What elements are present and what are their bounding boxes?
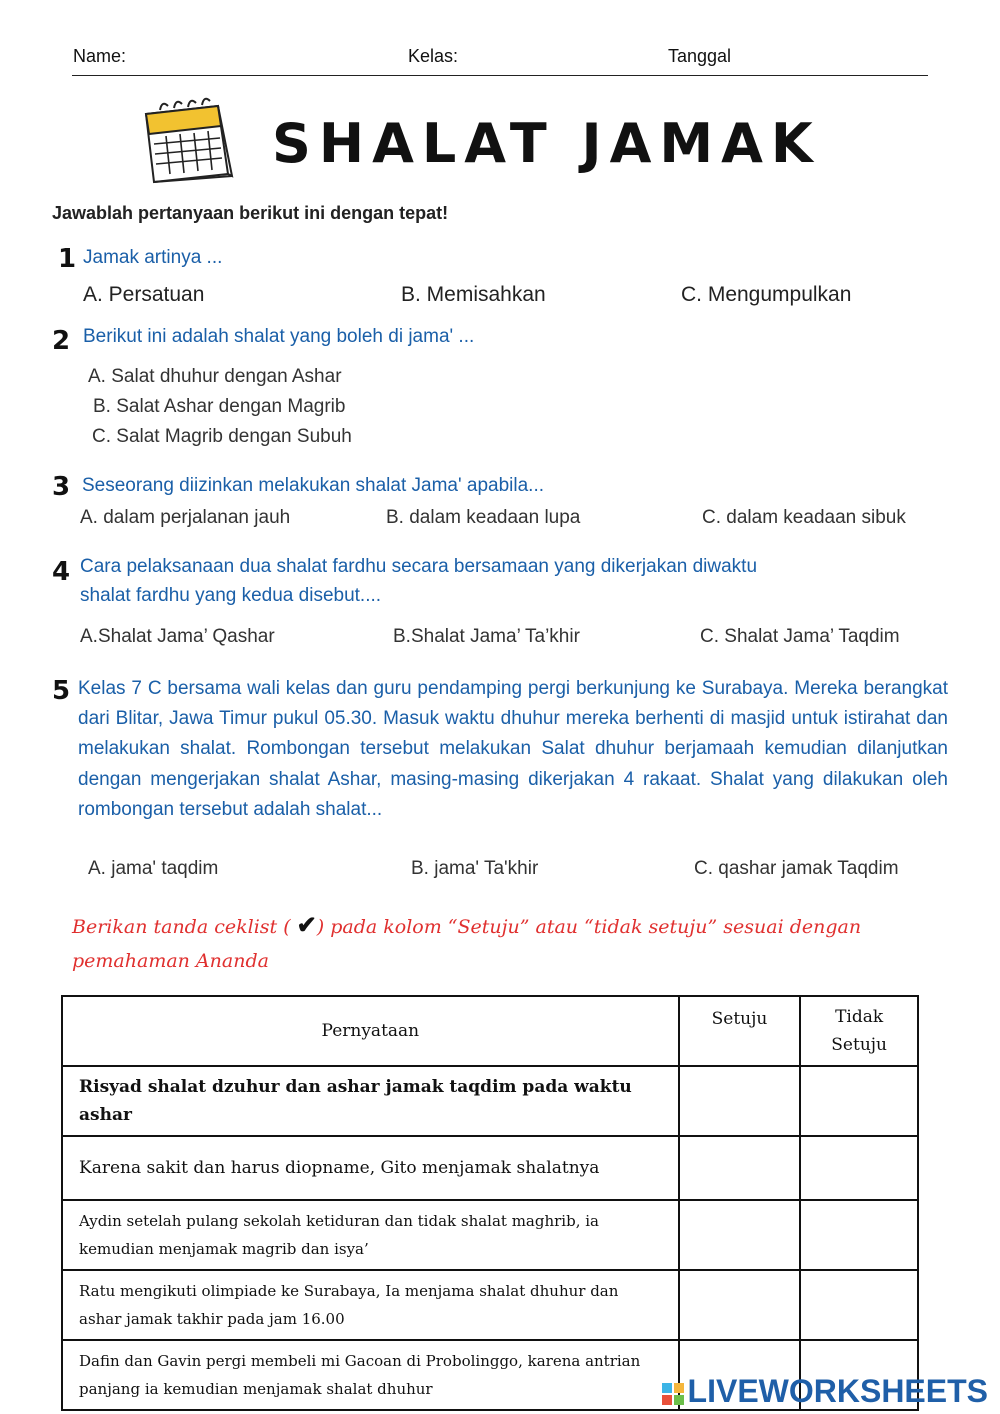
question-text: Jamak artinya ... xyxy=(83,247,223,268)
table-row xyxy=(62,1200,918,1270)
question-text: Seseorang diizinkan melakukan shalat Jama' apabila... xyxy=(82,475,545,496)
statement-cell: Dafin dan Gavin pergi membeli mi Gacoan di Probolinggo, karena antrian panjang ia kemudian menjamak shalat dhuhur xyxy=(62,1340,679,1410)
class-label: Kelas: xyxy=(408,46,459,66)
disagree-cell[interactable] xyxy=(800,1066,918,1136)
instruction-text: Jawablah pertanyaan berikut ini dengan tepat! xyxy=(52,203,449,223)
table-header-row xyxy=(62,996,918,1066)
checkmark-icon: ✔ xyxy=(296,910,317,939)
agree-cell[interactable] xyxy=(679,1066,801,1136)
question-text: Kelas 7 C bersama wali kelas dan guru pendamping pergi berkunjung ke Surabaya. Mereka berangkat dari Blitar, Jawa Timur pukul 05.30. Masuk waktu dhuhur mereka berhenti di masjid untuk istirahat dan melakukan shalat. Rombongan tersebut melakukan Salat dhuhur berjamaah kemudian dilanjutkan dengan mengerjakan shalat Ashar, masing-masing dikerjakan 4 rakaat. Shalat yang dilakukan oleh rombongan tersebut adalah shalat... xyxy=(78,678,948,820)
question-number: 4 xyxy=(52,557,71,587)
agree-cell[interactable] xyxy=(679,1270,801,1340)
question-number: 3 xyxy=(52,472,71,502)
question-number: 1 xyxy=(58,244,77,274)
header-disagree xyxy=(800,996,918,1066)
question-number: 5 xyxy=(52,676,71,706)
option-c[interactable]: C. Shalat Jama’ Taqdim xyxy=(700,626,900,647)
option-c[interactable]: C. dalam keadaan sibuk xyxy=(702,507,906,528)
table-row xyxy=(62,1066,918,1136)
date-label: Tanggal xyxy=(668,46,732,66)
question-text-line1: Cara pelaksanaan dua shalat fardhu secara bersamaan yang dikerjakan diwaktu xyxy=(80,556,758,577)
option-a[interactable]: A.Shalat Jama’ Qashar xyxy=(80,626,275,647)
option-a[interactable]: A. dalam perjalanan jauh xyxy=(80,507,291,528)
liveworksheets-logo xyxy=(662,1373,988,1410)
question-text-line2: shalat fardhu yang kedua disebut.... xyxy=(80,585,382,606)
header-disagree-line1: Tidak xyxy=(835,1007,884,1027)
disagree-cell[interactable] xyxy=(800,1270,918,1340)
disagree-cell[interactable] xyxy=(800,1136,918,1200)
checklist-table xyxy=(61,995,919,1411)
checklist-instruction xyxy=(72,908,922,978)
question-text: Berikut ini adalah shalat yang boleh di jama' ... xyxy=(83,326,475,347)
table-row xyxy=(62,1136,918,1200)
statement-cell: Risyad shalat dzuhur dan ashar jamak taqdim pada waktu ashar xyxy=(62,1066,679,1136)
option-c[interactable]: C. Salat Magrib dengan Subuh xyxy=(92,426,352,447)
question-number: 2 xyxy=(52,326,71,356)
page-title: SHALAT JAMAK xyxy=(272,112,821,175)
option-b[interactable]: B. dalam keadaan lupa xyxy=(386,507,581,528)
option-b[interactable]: B.Shalat Jama’ Ta’khir xyxy=(393,626,580,647)
header-statement: Pernyataan xyxy=(62,996,679,1066)
name-label: Name: xyxy=(73,46,127,66)
header-disagree-line2: Setuju xyxy=(831,1035,887,1055)
disagree-cell[interactable] xyxy=(800,1200,918,1270)
option-a[interactable]: A. Persatuan xyxy=(83,283,205,306)
option-a[interactable]: A. Salat dhuhur dengan Ashar xyxy=(88,366,342,387)
statement-cell: Karena sakit dan harus diopname, Gito menjamak shalatnya xyxy=(62,1136,679,1200)
table-row xyxy=(62,1270,918,1340)
header-divider xyxy=(72,75,928,76)
option-b[interactable]: B. jama' Ta'khir xyxy=(411,858,539,879)
checklist-instruction-before: Berikan tanda ceklist ( xyxy=(72,916,291,938)
agree-cell[interactable] xyxy=(679,1200,801,1270)
statement-cell: Ratu mengikuti olimpiade ke Surabaya, Ia menjama shalat dhuhur dan ashar jamak takhir pada jam 16.00 xyxy=(62,1270,679,1340)
option-c[interactable]: C. Mengumpulkan xyxy=(681,283,852,306)
agree-cell[interactable] xyxy=(679,1136,801,1200)
calendar-icon xyxy=(132,96,242,188)
option-b[interactable]: B. Salat Ashar dengan Magrib xyxy=(93,396,346,417)
option-c[interactable]: C. qashar jamak Taqdim xyxy=(694,858,899,879)
option-b[interactable]: B. Memisahkan xyxy=(401,283,546,306)
header-agree: Setuju xyxy=(679,996,801,1066)
logo-text: LIVEWORKSHEETS xyxy=(687,1373,988,1409)
statement-cell: Aydin setelah pulang sekolah ketiduran dan tidak shalat maghrib, ia kemudian menjamak magrib dan isya’ xyxy=(62,1200,679,1270)
liveworksheets-logo-icon xyxy=(662,1383,684,1405)
option-a[interactable]: A. jama' taqdim xyxy=(88,858,219,879)
checklist-instruction-after: ) pada kolom “Setuju” atau “tidak setuju” sesuai dengan pemahaman Ananda xyxy=(72,916,862,972)
